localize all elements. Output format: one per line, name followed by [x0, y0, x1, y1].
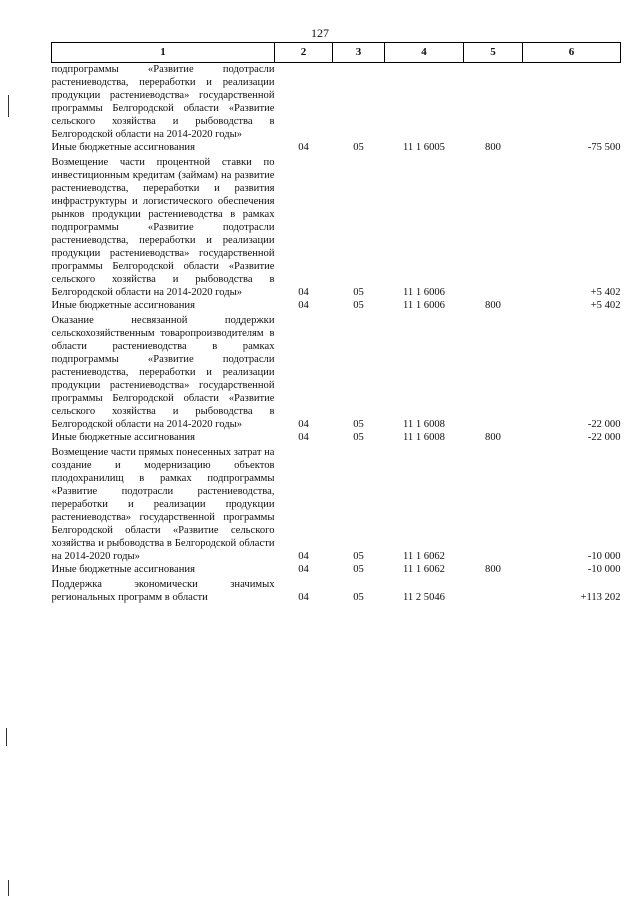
row-amount: +113 202: [580, 592, 621, 603]
table-header: [52, 43, 621, 63]
table-row: [52, 299, 621, 312]
row-subsection: 05: [353, 300, 364, 311]
table-row: [52, 431, 621, 444]
row-name: Возмещение части процентной ставки по инвестиционным кредитам (займам) на развитие растениеводства, переработки и развития инфраструктуры и логистического обеспечения рынков продукции растениеводства в рамках подпрограммы «Развитие подотрасли растениеводства, переработки и реализации продукции растениеводства» государственной программы Белгородской области «Развитие сельского хозяйства и рыбоводства в Белгородской области на 2014-2020 годы»: [51, 157, 275, 298]
row-target-code: 11 1 6062: [403, 551, 445, 562]
column-header-3: 3: [333, 43, 385, 63]
row-target-code: 11 1 6006: [403, 287, 445, 298]
row-name: Иные бюджетные ассигнования: [51, 564, 195, 575]
row-name: Иные бюджетные ассигнования: [51, 432, 195, 443]
row-amount: -75 500: [587, 142, 621, 153]
row-subsection: 05: [353, 142, 364, 153]
row-section: 04: [298, 419, 309, 430]
table-row: [52, 444, 621, 563]
table-row: [52, 563, 621, 576]
scan-mark: [6, 728, 7, 746]
table-row: [52, 576, 621, 604]
row-target-code: 11 1 6006: [403, 300, 445, 311]
table-body: [52, 63, 621, 605]
row-subsection: 05: [353, 432, 364, 443]
row-expense-type: [464, 444, 523, 563]
row-amount: -22 000: [587, 432, 621, 443]
row-expense-type: 800: [485, 432, 501, 443]
row-subsection: 05: [353, 564, 364, 575]
row-amount: -22 000: [587, 419, 621, 430]
table-row: [52, 312, 621, 431]
row-target-code: 11 1 6008: [403, 419, 445, 430]
row-section: 04: [298, 551, 309, 562]
row-expense-type: 800: [485, 564, 501, 575]
row-section: 04: [298, 564, 309, 575]
row-subsection: [333, 63, 385, 142]
budget-table: [51, 42, 621, 604]
row-expense-type: [464, 576, 523, 604]
row-name: Оказание несвязанной поддержки сельскохозяйственным товаропроизводителям в области растениеводства в рамках подпрограммы «Развитие подотрасли растениеводства, переработки и реализации продукции растениеводства» государственной программы Белгородской области «Развитие сельского хозяйства и рыбоводства в Белгородской области на 2014-2020 годы»: [51, 315, 275, 430]
row-name: подпрограммы «Развитие подотрасли растениеводства, переработки и реализации продукции растениеводства» государственной программы Белгородской области «Развитие сельского хозяйства и рыбоводства в Белгородской области на 2014-2020 годы»: [51, 64, 275, 140]
row-amount: -10 000: [587, 551, 621, 562]
row-subsection: 05: [353, 592, 364, 603]
row-subsection: 05: [353, 419, 364, 430]
row-section: [275, 63, 333, 142]
row-section: 04: [298, 592, 309, 603]
row-amount: +5 402: [590, 300, 621, 311]
row-section: 04: [298, 300, 309, 311]
row-amount: [523, 63, 621, 142]
row-amount: +5 402: [590, 287, 621, 298]
table-row: [52, 154, 621, 299]
column-header-2: 2: [275, 43, 333, 63]
row-subsection: 05: [353, 551, 364, 562]
row-section: 04: [298, 287, 309, 298]
scan-mark: [8, 95, 9, 117]
column-header-1: 1: [52, 43, 275, 63]
row-amount: -10 000: [587, 564, 621, 575]
page-number: 127: [311, 26, 329, 40]
header-row: [52, 43, 621, 63]
row-expense-type: 800: [485, 142, 501, 153]
row-name: Возмещение части прямых понесенных затрат на создание и модернизацию объектов плодохранилищ в рамках подпрограммы «Развитие подотрасли растениеводства, переработки и реализации продукции растениеводства» государственной программы Белгородской области «Развитие сельского хозяйства и рыбоводства в Белгородской области на 2014-2020 годы»: [51, 447, 275, 562]
row-target-code: 11 1 6008: [403, 432, 445, 443]
row-section: 04: [298, 432, 309, 443]
table-row: [52, 141, 621, 154]
row-name: Иные бюджетные ассигнования: [51, 300, 195, 311]
row-target-code: 11 2 5046: [403, 592, 445, 603]
row-expense-type: [464, 63, 523, 142]
row-target-code: [385, 63, 464, 142]
column-header-5: 5: [464, 43, 523, 63]
scan-mark: [8, 880, 9, 896]
row-expense-type: [464, 312, 523, 431]
row-name: Поддержка экономически значимых региональных программ в области: [51, 579, 275, 603]
row-subsection: 05: [353, 287, 364, 298]
row-section: 04: [298, 142, 309, 153]
column-header-6: 6: [523, 43, 621, 63]
row-target-code: 11 1 6062: [403, 564, 445, 575]
row-target-code: 11 1 6005: [403, 142, 445, 153]
row-expense-type: [464, 154, 523, 299]
column-header-4: 4: [385, 43, 464, 63]
row-name: Иные бюджетные ассигнования: [51, 142, 195, 153]
row-expense-type: 800: [485, 300, 501, 311]
table-row: [52, 63, 621, 142]
